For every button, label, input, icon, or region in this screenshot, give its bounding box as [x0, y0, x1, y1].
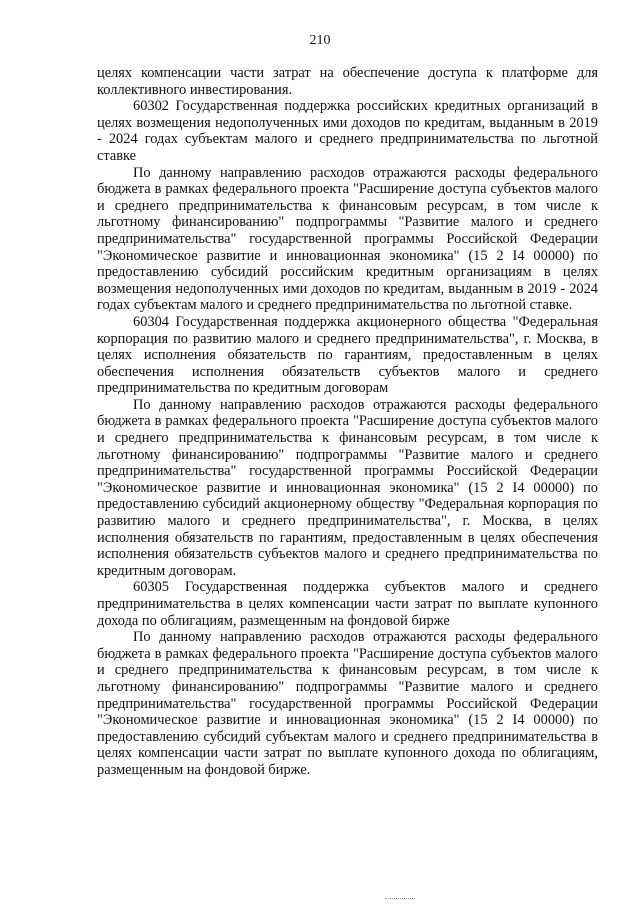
paragraph-body-60304: По данному направлению расходов отражаются расходы федерального бюджета в рамках федерального проекта "Расширение доступа субъектов малого и среднего предпринимательства к финансовым ресурсам, в том числе к льготному финансированию" подпрограммы "Развитие малого и среднего предпринимательства" государственной программы Российской Федерации "Экономическое развитие и инновационная экономика" (15 2 I4 00000) по предоставлению субсидий акционерному обществу "Федеральная корпорация по развитию малого и среднего предпринимательства", г. Москва, в целях исполнения обязательств по гарантиям, предоставленным в целях обеспечения исполнения обязательств субъектов малого и среднего предпринимательства по кредитным договорам. — [97, 396, 598, 579]
paragraph-heading-60305: 60305 Государственная поддержка субъектов малого и среднего предпринимательства в целях компенсации части затрат по выплате купонного дохода по облигациям, размещенным на фондовой бирже — [97, 579, 598, 629]
paragraph-heading-60304: 60304 Государственная поддержка акционерного общества "Федеральная корпорация по развитию малого и среднего предпринимательства", г. Москва, в целях исполнения обязательств по гарантиям, предоставленным в целях обеспечения исполнения обязательств субъектов малого и среднего предпринимательства по кредитным договорам — [97, 313, 598, 397]
paragraph-heading-60302: 60302 Государственная поддержка российских кредитных организаций в целях возмещения недополученных ими доходов по кредитам, выданным в 2019 - 2024 годах субъектам малого и среднего предпринимательства по льготной ставке — [97, 98, 598, 164]
paragraph-body-60305: По данному направлению расходов отражаются расходы федерального бюджета в рамках федерального проекта "Расширение доступа субъектов малого и среднего предпринимательства к финансовым ресурсам, в том числе к льготному финансированию" подпрограммы "Развитие малого и среднего предпринимательства" государственной программы Российской Федерации "Экономическое развитие и инновационная экономика" (15 2 I4 00000) по предоставлению субсидий субъектам малого и среднего предпринимательства в целях компенсации части затрат по выплате купонного дохода по облигациям, размещенным на фондовой бирже. — [97, 629, 598, 778]
paragraph-continuation: целях компенсации части затрат на обеспечение доступа к платформе для коллективного инвестирования. — [97, 65, 598, 98]
paragraph-body-60302: По данному направлению расходов отражаются расходы федерального бюджета в рамках федерального проекта "Расширение доступа субъектов малого и среднего предпринимательства к финансовым ресурсам, в том числе к льготному финансированию" подпрограммы "Развитие малого и среднего предпринимательства" государственной программы Российской Федерации "Экономическое развитие и инновационная экономика" (15 2 I4 00000) по предоставлению субсидий российским кредитным организациям в целях возмещения недополученных ими доходов по кредитам, выданным в 2019 - 2024 годах субъектам малого и среднего предпринимательства по льготной ставке. — [97, 164, 598, 314]
document-body — [97, 65, 598, 779]
scan-artifact — [385, 898, 415, 901]
page-number: 210 — [309, 33, 331, 48]
